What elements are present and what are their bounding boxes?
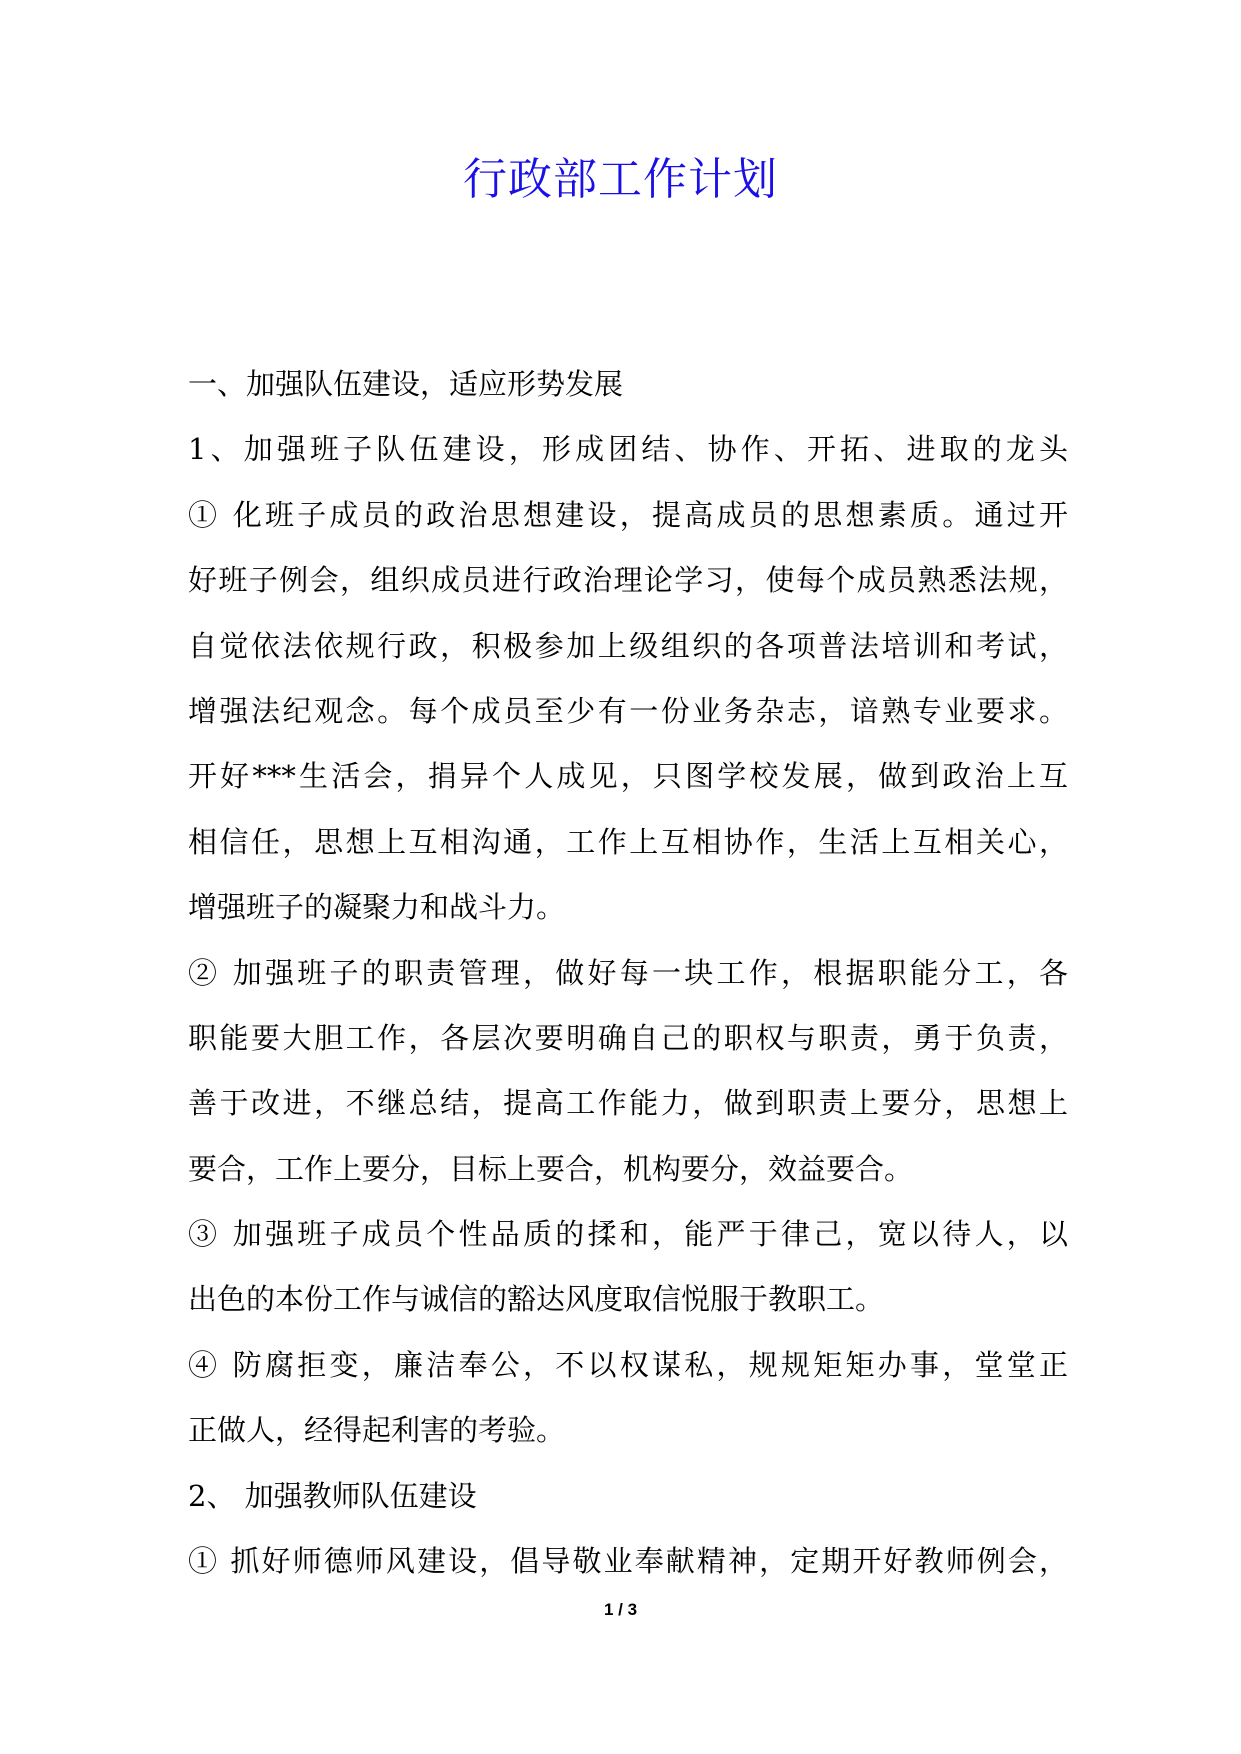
- text-line: ④ 防腐拒变，廉洁奉公，不以权谋私，规规矩矩办事，堂堂正: [188, 1347, 1068, 1382]
- document-body: [188, 352, 1068, 1594]
- text-line: 职能要大胆工作，各层次要明确自己的职权与职责，勇于负责，: [188, 1020, 1068, 1055]
- text-line: 一、加强队伍建设，适应形势发展: [188, 367, 624, 401]
- text-line: 正做人，经得起利害的考验。: [188, 1413, 566, 1448]
- text-line: 相信任，思想上互相沟通，工作上互相协作，生活上互相关心，: [188, 824, 1068, 859]
- text-line: 自觉依法依规行政，积极参加上级组织的各项普法培训和考试，: [188, 628, 1068, 663]
- text-line: ① 抓好师德师风建设，倡导敬业奉献精神，定期开好教师例会，: [188, 1544, 1068, 1579]
- text-line: 增强班子的凝聚力和战斗力。: [188, 890, 566, 925]
- text-line: 要合，工作上要分，目标上要合，机构要分，效益要合。: [188, 1151, 914, 1186]
- page-number: 1 / 3: [603, 1600, 638, 1619]
- text-line: 增强法纪观念。每个成员至少有一份业务杂志，谙熟专业要求。: [188, 693, 1068, 728]
- text-line: 出色的本份工作与诚信的豁达风度取信悦服于教职工。: [188, 1282, 885, 1317]
- text-line: 1、加强班子队伍建设，形成团结、协作、开拓、进取的龙头: [188, 432, 1068, 467]
- text-line: ① 化班子成员的政治思想建设，提高成员的思想素质。通过开: [188, 497, 1068, 532]
- text-line: 2、 加强教师队伍建设: [188, 1478, 477, 1513]
- text-line: ③ 加强班子成员个性品质的揉和，能严于律己，宽以待人，以: [188, 1217, 1068, 1252]
- text-line: ② 加强班子的职责管理，做好每一块工作，根据职能分工，各: [188, 955, 1068, 990]
- document-title: 行政部工作计划: [463, 154, 778, 205]
- text-line: 善于改进，不继总结，提高工作能力，做到职责上要分，思想上: [188, 1086, 1068, 1121]
- text-line: 好班子例会，组织成员进行政治理论学习，使每个成员熟悉法规，: [188, 563, 1068, 598]
- text-line: 开好***生活会，捐异个人成见，只图学校发展，做到政治上互: [188, 759, 1068, 794]
